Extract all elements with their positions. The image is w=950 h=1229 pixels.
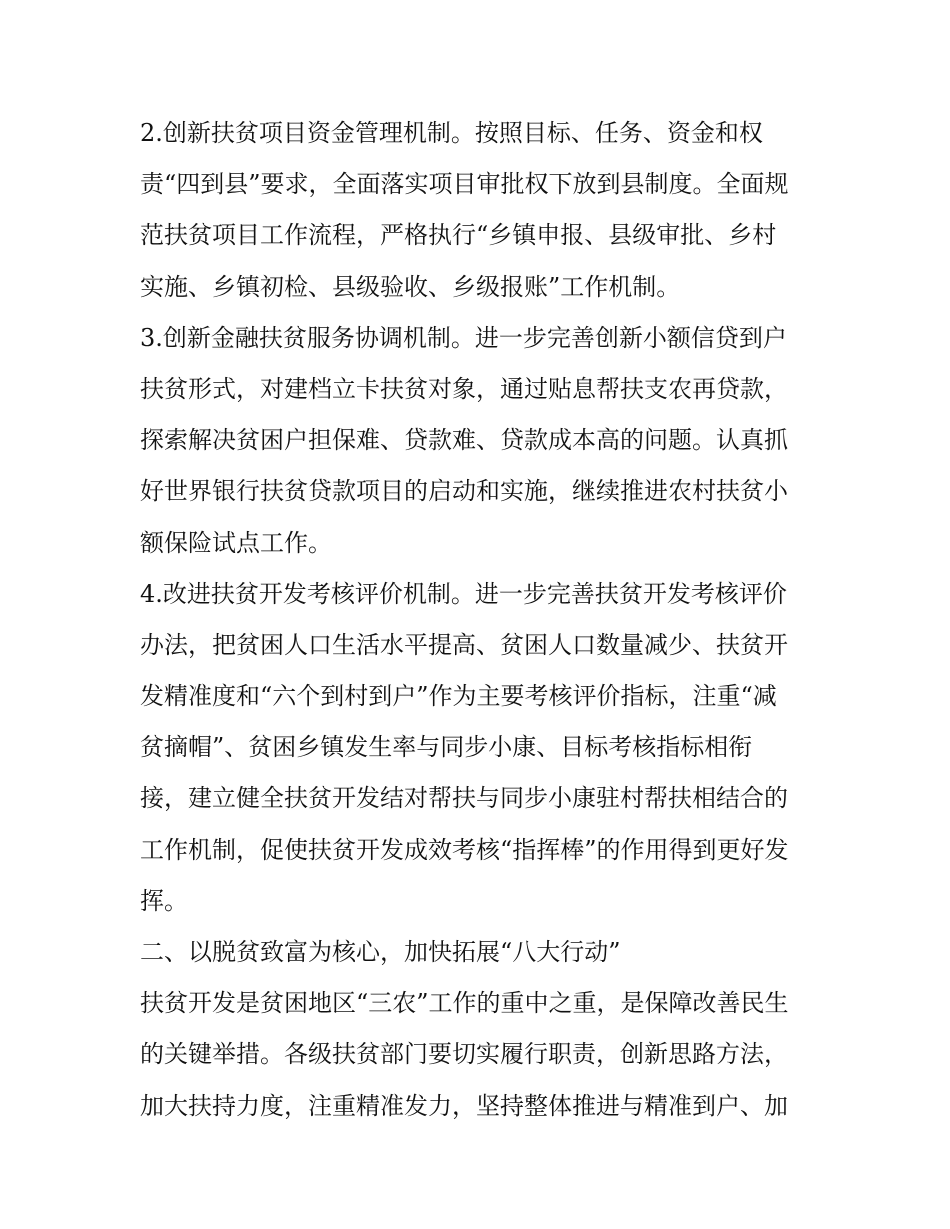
text-line: 的关键举措。各级扶贫部门要切实履行职责，创新思路方法，	[140, 1040, 788, 1069]
text-line: 好世界银行扶贫贷款项目的启动和实施，继续推进农村扶贫小	[140, 477, 788, 506]
text-line: 挥。	[140, 886, 188, 915]
text-line: 办法，把贫困人口生活水平提高、贫困人口数量减少、扶贫开	[140, 630, 788, 659]
text-line: 责“四到县”要求，全面落实项目审批权下放到县制度。全面规	[140, 170, 789, 199]
text-line: 扶贫开发是贫困地区“三农”工作的重中之重，是保障改善民生	[140, 989, 789, 1018]
text-line: 工作机制，促使扶贫开发成效考核“指挥棒”的作用得到更好发	[140, 835, 789, 864]
text-line: 额保险试点工作。	[140, 528, 332, 557]
text-line: 2.创新扶贫项目资金管理机制。按照目标、任务、资金和权	[140, 119, 763, 147]
text-line: 加大扶持力度，注重精准发力，坚持整体推进与精准到户、加	[140, 1091, 788, 1120]
document-body	[140, 108, 816, 1132]
text-line: 范扶贫项目工作流程，严格执行“乡镇申报、县级审批、乡村	[140, 221, 777, 250]
text-line: 发精准度和“六个到村到户”作为主要考核评价指标，注重“减	[140, 682, 777, 711]
text-line: 探索解决贫困户担保难、贷款难、贷款成本高的问题。认真抓	[140, 426, 788, 455]
text-line: 扶贫形式，对建档立卡扶贫对象，通过贴息帮扶支农再贷款，	[140, 374, 788, 403]
text-line: 3.创新金融扶贫服务协调机制。进一步完善创新小额信贷到户	[140, 323, 787, 352]
text-line: 接，建立健全扶贫开发结对帮扶与同步小康驻村帮扶相结合的	[140, 784, 788, 813]
text-line: 实施、乡镇初检、县级验收、乡级报账”工作机制。	[140, 272, 681, 301]
text-line: 贫摘帽”、贫困乡镇发生率与同步小康、目标考核指标相衔	[140, 733, 753, 762]
section-heading: 二、以脱贫致富为核心，加快拓展“八大行动”	[140, 938, 621, 966]
text-line: 4.改进扶贫开发考核评价机制。进一步完善扶贫开发考核评价	[140, 579, 787, 608]
